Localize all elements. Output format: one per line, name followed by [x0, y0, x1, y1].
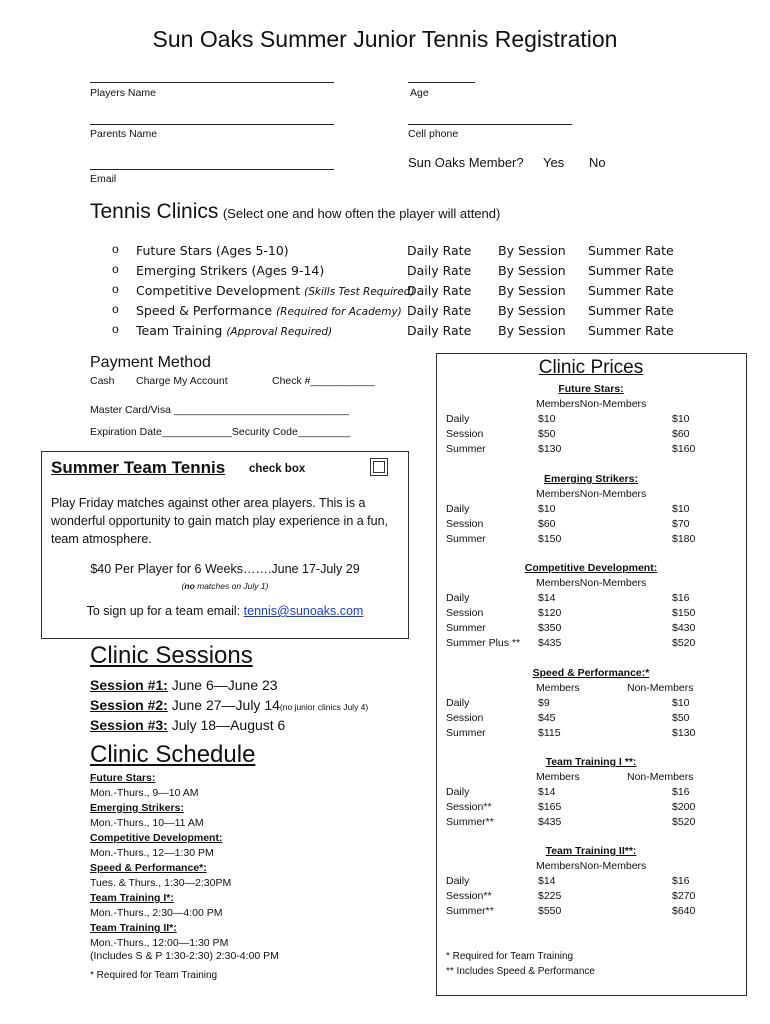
price-row-label: Daily [446, 413, 470, 425]
member-question: Sun Oaks Member? [408, 155, 524, 170]
page-title: Sun Oaks Summer Junior Tennis Registration [152, 26, 618, 52]
member-price: $10 [538, 413, 556, 425]
payment-cash[interactable]: Cash [90, 375, 115, 387]
schedule-time: Mon.-Thurs., 9—10 AM [90, 787, 199, 799]
parents-name-line[interactable] [90, 124, 334, 125]
price-row-label: Daily [446, 875, 470, 887]
payment-check[interactable]: Check #___________ [272, 375, 375, 387]
member-price: $60 [538, 518, 556, 530]
price-row-label: Session** [446, 801, 492, 813]
signup-text: To sign up for a team email: [86, 604, 244, 618]
parents-name-label: Parents Name [90, 128, 158, 140]
nonmember-price: $520 [672, 637, 696, 649]
member-price: $10 [538, 503, 556, 515]
team-tennis-signup [42, 604, 408, 618]
member-price: $14 [538, 592, 556, 604]
price-header [536, 398, 646, 410]
member-price: $130 [538, 443, 562, 455]
session-label: Session #3: [90, 717, 168, 733]
price-row-label: Daily [446, 503, 470, 515]
member-price: $350 [538, 622, 562, 634]
nonmembers-header: Non-Members [579, 577, 647, 589]
schedule-clinic-name: Competitive Development: [90, 832, 223, 844]
member-price: $115 [538, 727, 561, 739]
nonmembers-header: Non-Members [579, 488, 647, 500]
nonmember-price: $130 [672, 727, 696, 739]
team-tennis-checkbox[interactable] [370, 458, 388, 476]
member-price: $50 [538, 428, 556, 440]
members-header: Members [536, 682, 580, 694]
schedule-clinic-name: Future Stars: [90, 772, 156, 784]
schedule-clinic-name: Team Training II*: [90, 922, 177, 934]
price-row-label: Session [446, 518, 484, 530]
note-rest: matches on July 1) [194, 581, 269, 591]
nonmember-price: $150 [672, 607, 696, 619]
clinic-radio-icon[interactable]: o [112, 322, 119, 336]
nonmember-price: $70 [672, 518, 690, 530]
clinic-option[interactable]: Summer Rate [588, 323, 674, 338]
price-row-label: Session [446, 712, 484, 724]
clinic-option[interactable]: By Session [498, 303, 566, 318]
clinic-option[interactable]: Summer Rate [588, 283, 674, 298]
session-note: (no junior clinics July 4) [279, 702, 369, 712]
clinic-option[interactable]: Daily Rate [407, 303, 472, 318]
session-dates: June 27—July 14 [167, 697, 280, 713]
nonmember-price: $430 [672, 622, 696, 634]
clinic-item [136, 283, 415, 298]
players-name-line[interactable] [90, 82, 334, 83]
member-price: $225 [538, 890, 562, 902]
session-dates: June 6—June 23 [167, 677, 278, 693]
nonmember-price: $50 [672, 712, 690, 724]
member-price: $435 [538, 816, 562, 828]
nonmember-price: $16 [672, 786, 690, 798]
price-row-label: Summer [446, 443, 486, 455]
member-price: $14 [538, 786, 556, 798]
schedule-time: Mon.-Thurs., 12—1:30 PM [90, 847, 214, 859]
session-row [90, 697, 368, 713]
clinic-item [136, 263, 324, 278]
member-yes[interactable]: Yes [543, 155, 565, 170]
team-tennis-note [42, 581, 408, 591]
price-header [536, 488, 646, 500]
payment-charge[interactable]: Charge My Account [136, 375, 228, 387]
price-row-label: Summer [446, 622, 486, 634]
nonmember-price: $10 [672, 413, 690, 425]
schedule-heading: Clinic Schedule [90, 741, 256, 768]
price-group-title: Team Training II**: [545, 845, 637, 857]
clinic-option[interactable]: Summer Rate [588, 303, 674, 318]
clinic-name: Future Stars (Ages 5-10) [136, 243, 289, 258]
schedule-time: Mon.-Thurs., 2:30—4:00 PM [90, 907, 223, 919]
nonmembers-header: Non-Members [579, 860, 647, 872]
clinic-name: Speed & Performance [136, 303, 273, 318]
price-header [536, 577, 646, 589]
age-label: Age [410, 87, 429, 99]
team-tennis-email-link[interactable]: tennis@sunoaks.com [243, 604, 364, 618]
age-line[interactable] [408, 82, 475, 83]
nonmember-price: $60 [672, 428, 690, 440]
clinic-option[interactable]: Summer Rate [588, 263, 674, 278]
schedule-clinic-name: Team Training I*: [90, 892, 174, 904]
payment-expiration[interactable]: Expiration Date____________Security Code_________ [90, 426, 351, 438]
clinic-option[interactable]: By Session [498, 323, 566, 338]
clinic-option[interactable]: By Session [498, 263, 566, 278]
clinic-item [136, 243, 289, 258]
session-row [90, 717, 285, 733]
nonmember-price: $16 [672, 875, 690, 887]
nonmember-price: $10 [672, 503, 690, 515]
session-label: Session #2: [90, 697, 168, 713]
cell-phone-label: Cell phone [408, 128, 459, 140]
clinic-name: Competitive Development [136, 283, 301, 298]
member-price: $150 [538, 533, 562, 545]
session-row [90, 677, 278, 693]
clinic-radio-icon[interactable]: o [112, 302, 119, 316]
members-header: Members [536, 577, 580, 589]
team-tennis-heading: Summer Team Tennis [51, 458, 226, 477]
clinic-note: (Required for Academy) [276, 306, 402, 318]
price-header [536, 860, 646, 872]
clinic-option[interactable]: Daily Rate [407, 263, 472, 278]
clinic-note: (Skills Test Required) [304, 286, 415, 298]
team-tennis-check-label: check box [249, 463, 306, 475]
team-tennis-description: Play Friday matches against other area players. This is a wonderful opportunity to gain match play experience in a fun, team atmosphere. [51, 496, 389, 546]
clinic-radio-icon[interactable]: o [112, 242, 119, 256]
price-row-label: Summer [446, 727, 486, 739]
sessions-heading: Clinic Sessions [90, 642, 253, 669]
price-row-label: Summer** [446, 816, 494, 828]
note-bold: no [184, 581, 195, 591]
schedule-extra: (Includes S & P 1:30-2:30) 2:30-4:00 PM [90, 950, 279, 962]
session-label: Session #1: [90, 677, 168, 693]
price-group-title: Future Stars: [558, 383, 624, 395]
clinic-radio-icon[interactable]: o [112, 262, 119, 276]
payment-card[interactable]: Master Card/Visa ______________________________ [90, 404, 350, 416]
members-header: Members [536, 488, 580, 500]
schedule-time: Mon.-Thurs., 10—11 AM [90, 817, 204, 829]
schedule-footnote: * Required for Team Training [90, 970, 218, 981]
member-price: $165 [538, 801, 562, 813]
price-row-label: Session [446, 428, 484, 440]
price-row-label: Session [446, 607, 484, 619]
price-row-label: Summer Plus ** [446, 637, 521, 649]
member-price: $14 [538, 875, 556, 887]
nonmember-price: $10 [672, 697, 690, 709]
clinic-option[interactable]: By Session [498, 283, 566, 298]
clinic-item [136, 323, 332, 338]
clinic-note: (Approval Required) [226, 326, 333, 338]
clinic-option[interactable]: Daily Rate [407, 243, 472, 258]
members-header: Members [536, 398, 580, 410]
note-open: ( [181, 581, 185, 591]
price-row-label: Summer [446, 533, 486, 545]
session-dates: July 18—August 6 [167, 717, 286, 733]
schedule-time: Mon.-Thurs., 12:00—1:30 PM [90, 937, 229, 949]
clinics-subheading: (Select one and how often the player will attend) [222, 206, 501, 221]
member-price: $45 [538, 712, 556, 724]
clinics-heading-wrap [90, 200, 500, 224]
clinic-option[interactable]: Daily Rate [407, 283, 472, 298]
price-group-title: Speed & Performance:* [532, 667, 650, 679]
members-header: Members [536, 771, 580, 783]
nonmembers-header: Non-Members [627, 682, 694, 694]
price-group-title: Team Training I **: [545, 756, 637, 768]
nonmember-price: $16 [672, 592, 690, 604]
schedule-clinic-name: Speed & Performance*: [90, 862, 207, 874]
clinic-radio-icon[interactable]: o [112, 282, 119, 296]
nonmember-price: $200 [672, 801, 696, 813]
prices-footnote-1: * Required for Team Training [446, 951, 574, 962]
member-price: $9 [538, 697, 550, 709]
nonmember-price: $270 [672, 890, 696, 902]
price-group-title: Competitive Development: [524, 562, 658, 574]
nonmember-price: $520 [672, 816, 696, 828]
clinic-option[interactable]: Summer Rate [588, 243, 674, 258]
team-tennis-price: $40 Per Player for 6 Weeks…….June 17-July 29 [90, 562, 360, 576]
price-row-label: Daily [446, 786, 470, 798]
clinic-option[interactable]: By Session [498, 243, 566, 258]
email-label: Email [90, 173, 117, 185]
schedule-time: Tues. & Thurs., 1:30—2:30PM [90, 877, 232, 889]
nonmember-price: $180 [672, 533, 696, 545]
price-row-label: Summer** [446, 905, 494, 917]
clinic-option[interactable]: Daily Rate [407, 323, 472, 338]
member-price: $550 [538, 905, 562, 917]
email-line[interactable] [90, 169, 334, 170]
players-name-label: Players Name [90, 87, 156, 99]
clinic-item [136, 303, 402, 318]
member-no[interactable]: No [589, 155, 606, 170]
price-row-label: Daily [446, 592, 470, 604]
nonmember-price: $640 [672, 905, 696, 917]
cell-phone-line[interactable] [408, 124, 572, 125]
price-group-title: Emerging Strikers: [544, 473, 638, 485]
nonmembers-header: Non-Members [627, 771, 694, 783]
clinic-name: Emerging Strikers (Ages 9-14) [136, 263, 325, 278]
member-price: $435 [538, 637, 562, 649]
payment-heading: Payment Method [90, 354, 211, 371]
prices-heading: Clinic Prices [538, 357, 644, 378]
nonmembers-header: Non-Members [579, 398, 647, 410]
team-tennis-box [41, 451, 409, 639]
clinics-heading: Tennis Clinics [90, 200, 219, 223]
prices-footnote-2: ** Includes Speed & Performance [446, 966, 595, 977]
price-row-label: Daily [446, 697, 470, 709]
member-price: $120 [538, 607, 562, 619]
clinic-name: Team Training [136, 323, 223, 338]
schedule-clinic-name: Emerging Strikers: [90, 802, 184, 814]
price-row-label: Session** [446, 890, 492, 902]
nonmember-price: $160 [672, 443, 696, 455]
members-header: Members [536, 860, 580, 872]
